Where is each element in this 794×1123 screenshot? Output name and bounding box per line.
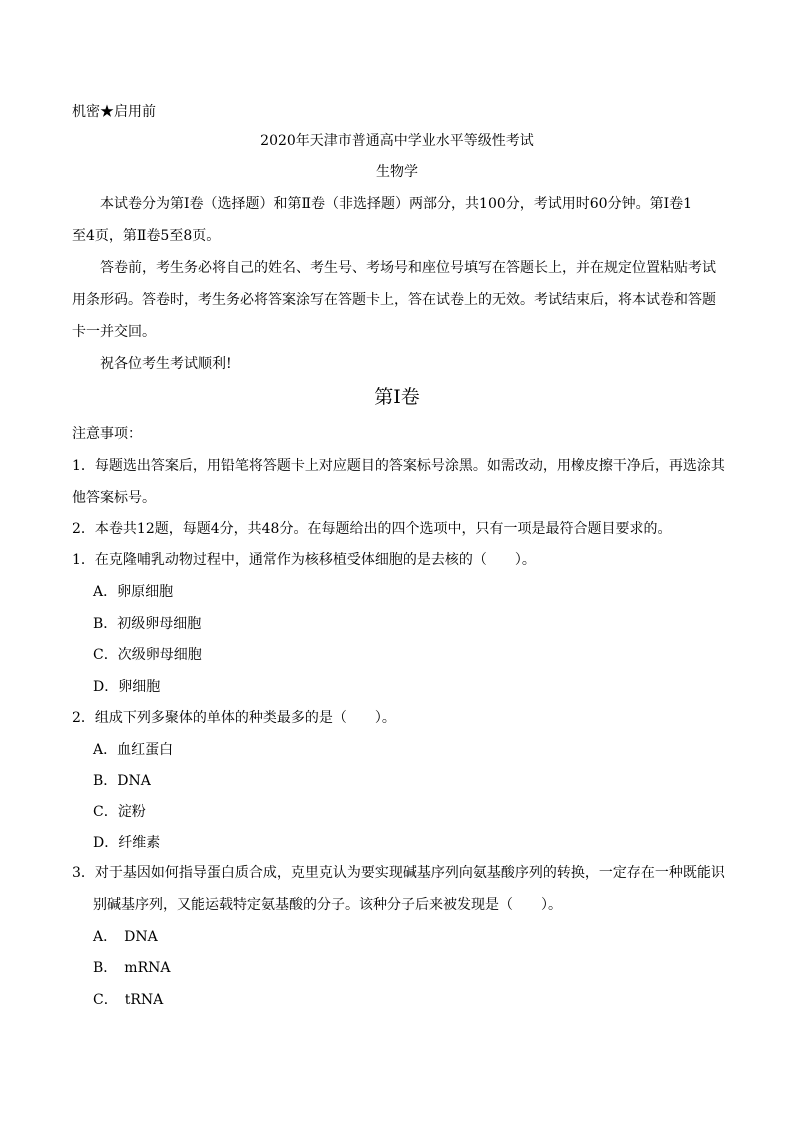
intro-paragraph-2-line-1: 答卷前，考生务必将自己的姓名、考生号、考场号和座位号填写在答题长上，并在规定位置粘贴考试 <box>100 260 716 276</box>
section-title: 第Ⅰ卷 <box>374 386 420 408</box>
note-1-line-1: 1．每题选出答案后，用铅笔将答题卡上对应题目的答案标号涂黑。如需改动，用橡皮擦干净后，再选涂其 <box>72 458 725 474</box>
question-3-option-b: B． mRNA <box>93 960 171 976</box>
intro-paragraph-1-line-2: 至4页，第Ⅱ卷5至8页。 <box>72 228 221 244</box>
intro-paragraph-1-line-1: 本试卷分为第Ⅰ卷（选择题）和第Ⅱ卷（非选择题）两部分，共100分，考试用时60分钟。第Ⅰ卷1 <box>100 196 693 212</box>
question-1-stem: 1．在克隆哺乳动物过程中，通常作为核移植受体细胞的是去核的（ ）。 <box>72 552 536 568</box>
notes-heading: 注意事项： <box>72 426 142 442</box>
intro-paragraph-2-line-3: 卡一并交回。 <box>72 324 156 340</box>
exam-title: 2020年天津市普通高中学业水平等级性考试 <box>260 133 534 149</box>
question-2-option-c: C．淀粉 <box>93 804 146 820</box>
question-1-option-c: C．次级卵母细胞 <box>93 647 202 663</box>
note-1-line-2: 他答案标号。 <box>72 490 156 506</box>
question-2-stem: 2．组成下列多聚体的单体的种类最多的是（ ）。 <box>72 710 396 726</box>
question-1-option-d: D．卵细胞 <box>93 679 161 695</box>
question-1-option-a: A．卵原细胞 <box>93 584 174 600</box>
question-3-option-c: C． tRNA <box>93 992 164 1008</box>
note-2: 2．本卷共12题，每题4分，共48分。在每题给出的四个选项中，只有一项是最符合题目要求的。 <box>72 521 672 537</box>
good-luck-line: 祝各位考生考试顺利! <box>100 356 232 372</box>
question-2-option-b: B．DNA <box>93 773 151 789</box>
question-1-option-b: B．初级卵母细胞 <box>93 616 202 632</box>
question-3-stem-line-1: 3．对于基因如何指导蛋白质合成，克里克认为要实现碱基序列向氨基酸序列的转换，一定存在一种既能识 <box>72 865 725 881</box>
exam-subject: 生物学 <box>376 164 418 180</box>
question-2-option-a: A．血红蛋白 <box>93 742 174 758</box>
question-2-option-d: D．纤维素 <box>93 835 161 851</box>
question-3-stem-line-2: 别碱基序列，又能运载特定氨基酸的分子。该种分子后来被发现是（ ）。 <box>93 897 562 913</box>
intro-paragraph-2-line-2: 用条形码。答卷时，考生务必将答案涂写在答题卡上，答在试卷上的无效。考试结束后，将本试卷和答题 <box>72 292 716 308</box>
question-3-option-a: A． DNA <box>93 929 158 945</box>
confidential-label: 机密★启用前 <box>72 104 156 120</box>
